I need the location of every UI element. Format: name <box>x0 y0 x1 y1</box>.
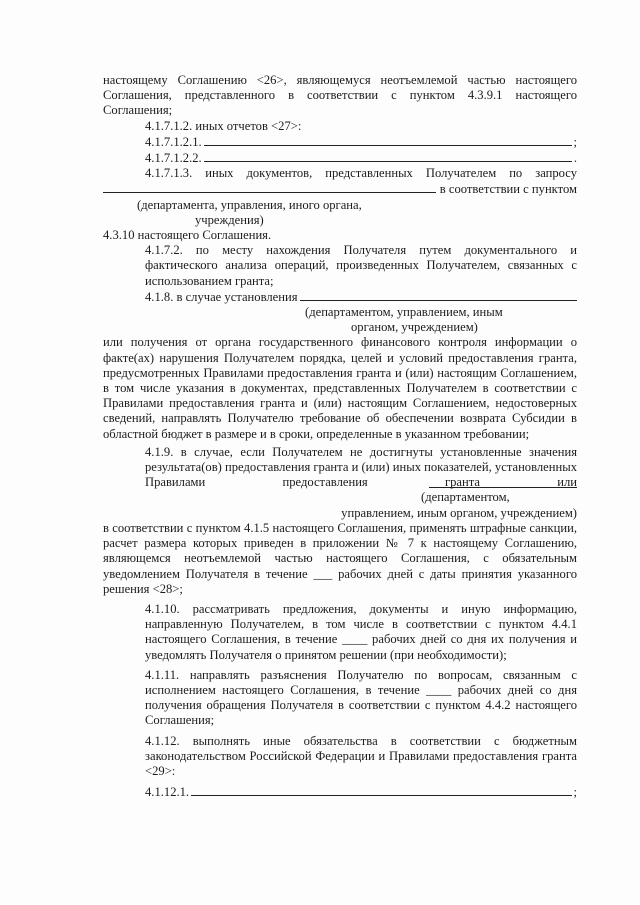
footnote-label-department-2: (департаментом, <box>421 490 510 505</box>
paragraph-4-1-7-1-3-line2 <box>103 181 577 197</box>
footnote-label-department: (департаментом, управлением, иным <box>305 305 503 320</box>
item-end: ; <box>573 785 577 800</box>
paragraph-4-1-12: 4.1.12. выполнять иные обязательства в соответствии с бюджетным законодательством Российской Федерации и Правилами предоставления гранта <29>: <box>145 733 577 778</box>
paragraph-4-1-7-2: 4.1.7.2. по месту нахождения Получателя путем документального и фактического анализа операций, произведенных Получателем, связанных с использованием гранта; <box>145 243 577 288</box>
item-label: 4.1.7.1.2.2. <box>145 151 202 166</box>
footnote-label-institution: учреждения) <box>195 212 264 227</box>
paragraph-4-1-7-1-2-2 <box>103 150 577 166</box>
footnote-label-organ: органом, учреждением) <box>351 320 478 335</box>
paragraph-4-1-7-1-2-1 <box>103 134 577 150</box>
item-label: 4.1.12.1. <box>145 785 190 800</box>
item-end: . <box>573 151 577 166</box>
paragraph-4-1-9-body: в соответствии с пунктом 4.1.5 настоящего Соглашения, применять штрафные санкции, расчет размера которых приведен в приложении № 7 к настоящему Соглашению, являющемся неотъемлемой частью настоящего Соглашения, с обязательным уведомлением Получателя в течение ___ рабочих дней с даты принятия указанного решения <28>; <box>103 520 577 596</box>
footnote-label-dept: (департамента, управления, иного органа, <box>137 197 362 212</box>
item-label: 4.1.8. в случае установления <box>145 289 298 304</box>
paragraph-4-1-7-1-1-tail: настоящему Соглашению <26>, являющемуся неотъемлемой частью настоящего Соглашения, представленного в соответствии с пунктом 4.3.9.1 настоящего Соглашения; <box>103 73 577 118</box>
paragraph-4-1-9-text: 4.1.9. в случае, если Получателем не достигнуты установленные значения результата(ов) предоставления гранта и (или) иных показателей, установленных Правилами предоставления гранта или <box>145 444 577 490</box>
paragraph-4-1-10: 4.1.10. рассматривать предложения, документы и иную информацию, направленную Получателем, в том числе в соответствии с пунктом 4.4.1 настоящего Соглашения, в течение ____ рабочих дней со дня их получения и уведомлять Получателя о принятом решении (при необходимости); <box>145 601 577 662</box>
blank-line <box>204 150 572 162</box>
paragraph-4-1-7-1-3: 4.1.7.1.3. иных документов, представленных Получателем по запросу <box>145 166 577 181</box>
item-end: ; <box>573 134 577 149</box>
item-label: 4.1.7.1.2.1. <box>145 134 202 149</box>
paragraph-4-1-7-1-2: 4.1.7.1.2. иных отчетов <27>: <box>145 118 302 133</box>
paragraph-4-1-11: 4.1.11. направлять разъяснения Получателю по вопросам, связанным с исполнением настоящего Соглашения, в течение ____ рабочих дней со дня получения обращения Получателя в соответствии с пунктом 4.4.2 настоящего Соглашения; <box>145 667 577 728</box>
footnote-label-organ-2: управлением, иным органом, учреждением) <box>341 505 577 520</box>
blank-line <box>429 476 577 488</box>
line-tail: в соответствии с пунктом <box>439 182 577 197</box>
paragraph-4-1-9 <box>103 445 577 491</box>
paragraph-4-1-12-1 <box>103 784 577 800</box>
blank-line <box>204 134 572 146</box>
blank-line <box>103 181 436 193</box>
blank-line <box>300 289 577 301</box>
blank-line <box>191 784 571 796</box>
document-body <box>103 73 577 800</box>
paragraph-4-1-8 <box>103 289 577 305</box>
paragraph-4-1-8-body: или получения от органа государственного финансового контроля информации о факте(ах) нарушения Получателем порядка, целей и условий предоставления гранта, предусмотренных Правилами предоставления гранта и (или) настоящим Соглашением, в том числе указания в документах, представленных Получателем в соответствии с Правилами предоставления гранта и (или) настоящим Соглашением, недостоверных сведений, направлять Получателю требование об обеспечении возврата Субсидии в областной бюджет в размере и в сроки, определенные в указанном требовании; <box>103 335 577 441</box>
paragraph-4-3-10-ref: 4.3.10 настоящего Соглашения. <box>103 228 272 243</box>
